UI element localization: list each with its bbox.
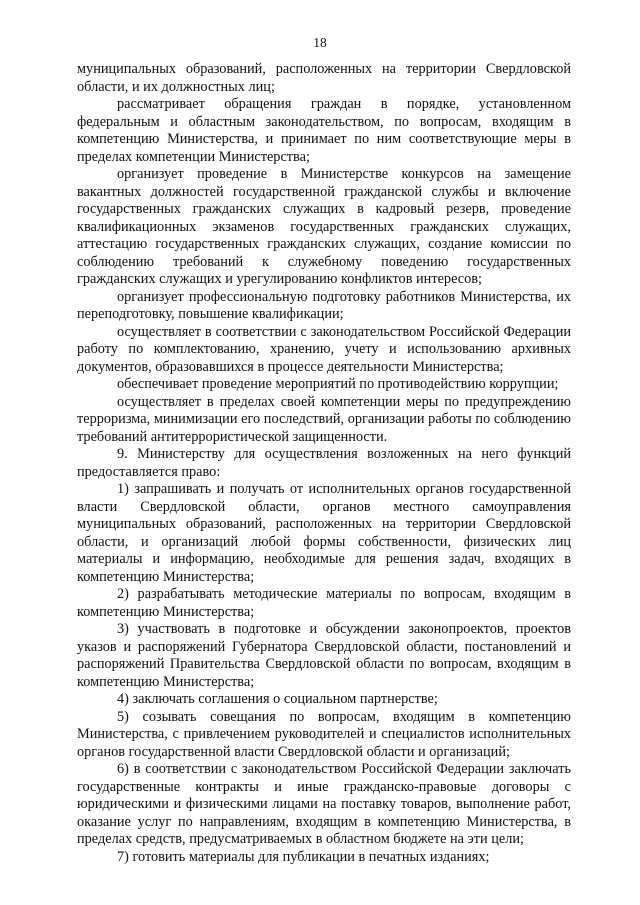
paragraph-anti-terrorism: осуществляет в пределах своей компетенции меры по предупреждению терроризма, минимизации его последствий, организации работы по соблюдению требований антитеррористической защищенности. [77,393,571,445]
paragraph-section-9-heading: 9. Министерству для осуществления возложенных на него функций предоставляется право: [77,446,571,480]
list-item-6: 6) в соответствии с законодательством Российской Федерации заключать государственные контракты и иные гражданско-правовые договоры с юридическими и физическими лицами на поставку товаров, выполнение работ, оказание услуг по направлениям, входящим в компетенцию Министерства, в пределах средств, предусматриваемых в областном бюджете на эти цели; [77,761,571,847]
list-item-5: 5) созывать совещания по вопросам, входящим в компетенцию Министерства, с привлечением руководителей и специалистов исполнительных органов государственной власти Свердловской области и организаций; [77,708,571,760]
paragraph-archives: осуществляет в соответствии с законодательством Российской Федерации работу по комплектованию, хранению, учету и использованию архивных документов, образовавшихся в процессе деятельности Министерства; [77,323,571,375]
list-item-4: 4) заключать соглашения о социальном партнерстве; [117,691,438,707]
paragraph-civil-service-competitions: организует проведение в Министерстве конкурсов на замещение вакантных должностей государственной гражданской службы и включение государственных гражданских служащих в кадровый резерв, проведение квалификационных экзаменов государственных гражданских служащих, аттестацию государственных гражданских служащих, создание комиссии по соблюдению требований к служебному поведению государственных гражданских служащих и урегулированию конфликтов интересов; [77,166,571,287]
paragraph-continuation: муниципальных образований, расположенных на территории Свердловской области, и их должностных лиц; [77,61,571,95]
paragraph-citizen-appeals: рассматривает обращения граждан в порядке, установленном федеральным и областным законодательством, по вопросам, входящим в компетенцию Министерства, и принимает по ним соответствующие меры в пределах компетенции Министерства; [77,96,571,165]
page-number: 18 [313,35,327,50]
list-item-2: 2) разрабатывать методические материалы по вопросам, входящим в компетенцию Министерства; [77,586,571,620]
list-item-1: 1) запрашивать и получать от исполнительных органов государственной власти Свердловской области, органов местного самоуправления муниципальных образований, расположенных на территории Свердловской области, и организаций любой формы собственности, физических лиц материалы и информацию, необходимые для решения задач, входящих в компетенцию Министерства; [77,481,571,585]
list-item-3: 3) участвовать в подготовке и обсуждении законопроектов, проектов указов и распоряжений Губернатора Свердловской области, постановлений и распоряжений Правительства Свердловской области по вопросам, входящим в компетенцию Министерства; [77,621,571,690]
paragraph-anti-corruption: обеспечивает проведение мероприятий по противодействию коррупции; [117,376,559,392]
list-item-7: 7) готовить материалы для публикации в печатных изданиях; [117,848,490,865]
document-body [77,61,571,866]
paragraph-professional-training: организует профессиональную подготовку работников Министерства, их переподготовку, повышение квалификации; [77,288,571,322]
